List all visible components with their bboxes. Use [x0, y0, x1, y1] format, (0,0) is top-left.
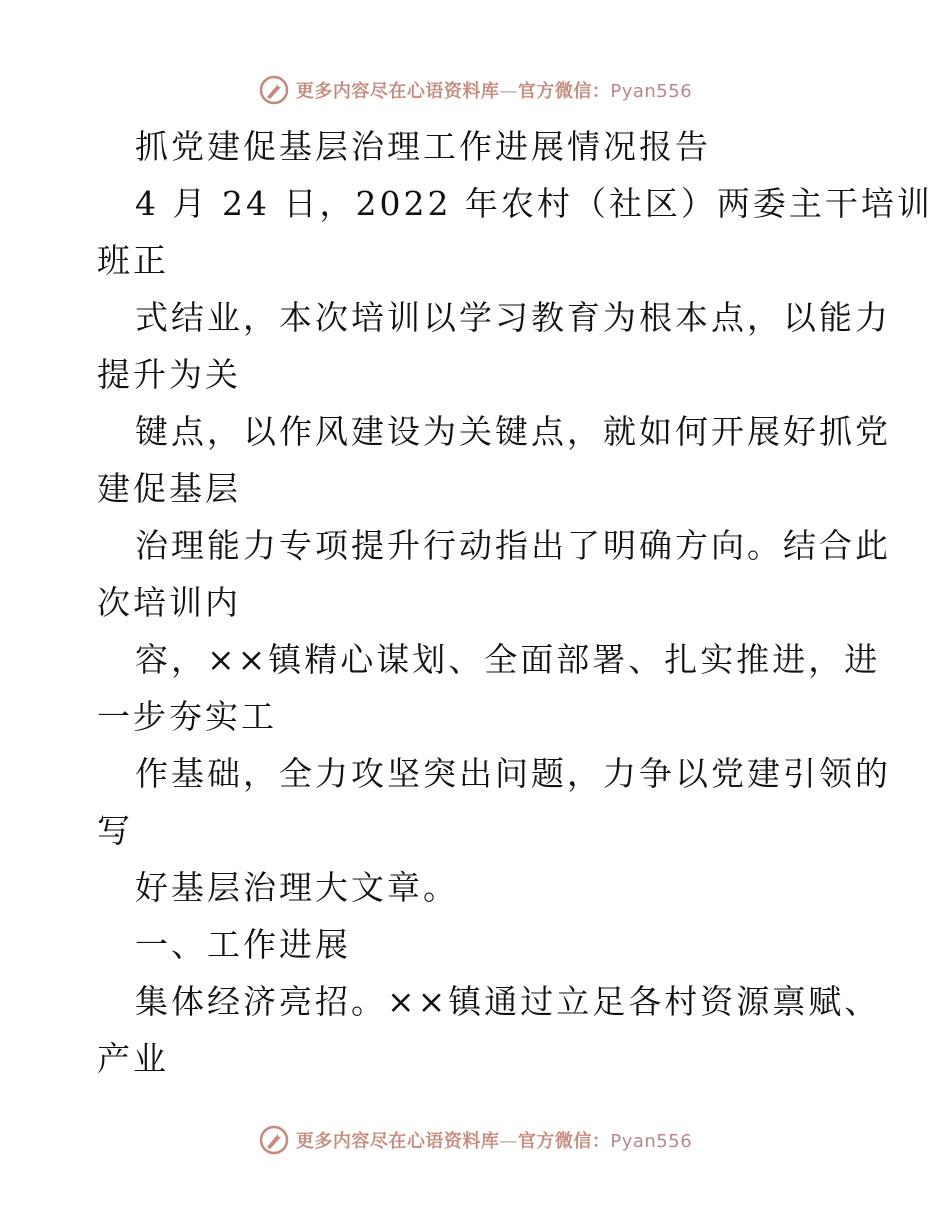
watermark-text: 更多内容尽在心语资料库—官方微信：Pyan556	[295, 81, 693, 102]
paragraph-line: 好基层治理大文章。	[135, 868, 459, 907]
paragraph-line: 容，××镇精心谋划、全面部署、扎实推进，进	[135, 640, 881, 679]
paragraph-line: 提升为关	[97, 355, 241, 394]
footer-watermark	[0, 1120, 950, 1160]
pen-nib-logo-icon	[258, 74, 290, 106]
watermark-text: 更多内容尽在心语资料库—官方微信：Pyan556	[295, 1131, 693, 1152]
paragraph-line: 式结业，本次培训以学习教育为根本点，以能力	[135, 298, 891, 337]
paragraph-line: 建促基层	[97, 469, 241, 508]
paragraph-line: 治理能力专项提升行动指出了明确方向。结合此	[135, 526, 891, 565]
document-title: 抓党建促基层治理工作进展情况报告	[135, 127, 711, 166]
paragraph-line: 作基础，全力攻坚突出问题，力争以党建引领的	[135, 754, 891, 793]
paragraph-line: 集体经济亮招。××镇通过立足各村资源禀赋、	[135, 982, 881, 1021]
paragraph-line: 产业	[97, 1039, 169, 1078]
document-body	[97, 118, 933, 1087]
header-watermark	[0, 70, 950, 110]
pen-nib-logo-icon	[258, 1124, 290, 1156]
paragraph-line: 4 月 24 日，2022 年农村（社区）两委主干培训	[135, 184, 933, 223]
paragraph-line: 写	[97, 811, 133, 850]
paragraph-line: 键点，以作风建设为关键点，就如何开展好抓党	[135, 412, 891, 451]
paragraph-line: 班正	[97, 241, 169, 280]
paragraph-line: 一步夯实工	[97, 697, 277, 736]
section-heading: 一、工作进展	[135, 925, 351, 964]
paragraph-line: 次培训内	[97, 583, 241, 622]
